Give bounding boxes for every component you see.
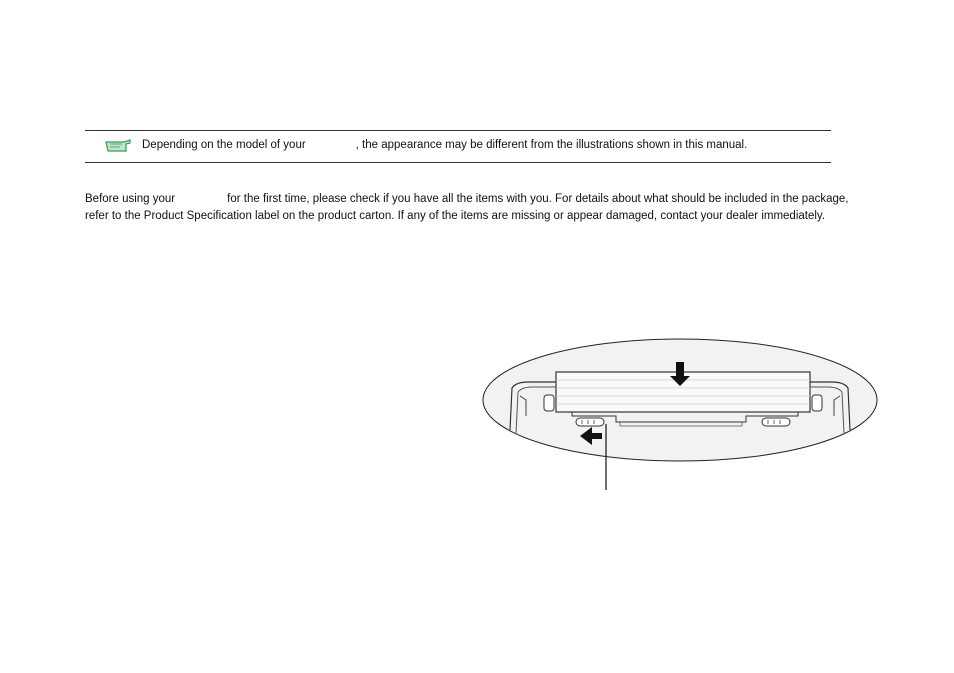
intro-line-1: Before using your for the first time, please check if you have all the items with you. For details about what should be included in the package, (85, 193, 849, 205)
bottom-rule (85, 162, 831, 163)
battery-release-illustration (480, 338, 880, 493)
top-rule (85, 130, 831, 131)
note-text: Depending on the model of your , the appearance may be different from the illustrations shown in this manual. (142, 139, 748, 151)
note-hand-icon (104, 139, 132, 153)
intro-line-2: refer to the Product Specification label on the product carton. If any of the items are missing or appear damaged, contact your dealer immediately. (85, 210, 826, 222)
